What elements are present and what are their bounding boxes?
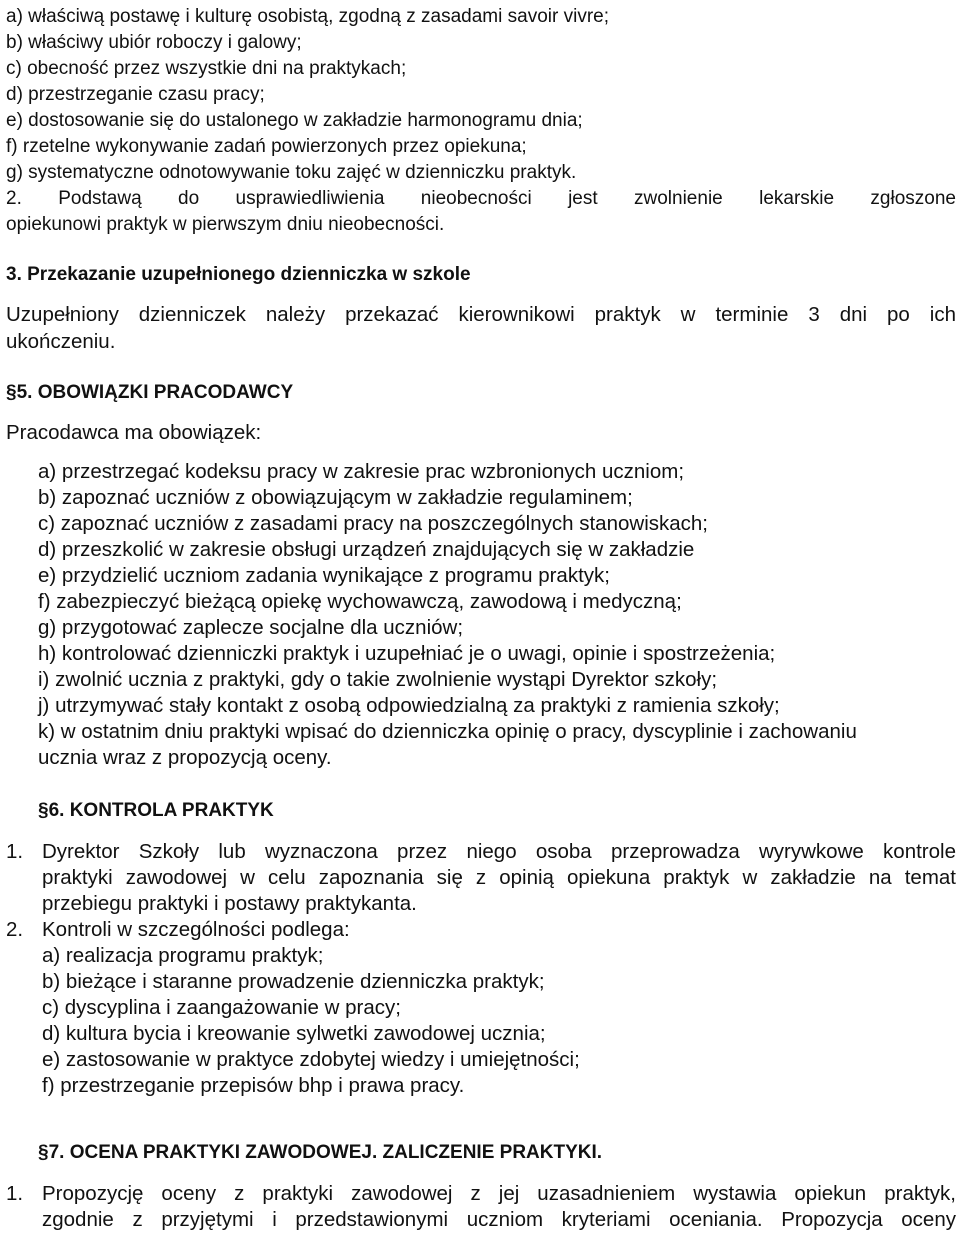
item-text: Propozycję oceny z praktyki zawodowej z jej uzasadnieniem wystawia opiekun praktyk, [42, 1182, 956, 1205]
section-heading-3: 3. Przekazanie uzupełnionego dzienniczka w szkole [6, 264, 471, 285]
list-item: e) zastosowanie w praktyce zdobytej wiedzy i umiejętności; [42, 1048, 580, 1071]
list-item: f) rzetelne wykonywanie zadań powierzonych przez opiekuna; [6, 136, 527, 157]
list-item: b) zapoznać uczniów z obowiązującym w zakładzie regulaminem; [38, 486, 633, 509]
item-text: praktyki zawodowej w celu zapoznania się z opinią opiekuna praktyk w zakładzie na temat [42, 866, 956, 889]
item-text: Dyrektor Szkoły lub wyznaczona przez niego osoba przeprowadza wyrywkowe kontrole [42, 840, 956, 863]
list-item: ucznia wraz z propozycją oceny. [38, 746, 332, 769]
list-item: c) zapoznać uczniów z zasadami pracy na poszczególnych stanowiskach; [38, 512, 708, 535]
list-item: d) przeszkolić w zakresie obsługi urządzeń znajdujących się w zakładzie [38, 538, 695, 561]
section-5-intro: Pracodawca ma obowiązek: [6, 421, 262, 444]
list-item: c) obecność przez wszystkie dni na praktykach; [6, 58, 407, 79]
list-item: f) przestrzeganie przepisów bhp i prawa pracy. [42, 1074, 465, 1097]
list-item: g) systematyczne odnotowywanie toku zajęć w dzienniczku praktyk. [6, 162, 577, 183]
list-item: k) w ostatnim dniu praktyki wpisać do dzienniczka opinię o pracy, dyscyplinie i zachowaniu [38, 720, 857, 743]
list-item: a) realizacja programu praktyk; [42, 944, 324, 967]
paragraph-3-cont: ukończeniu. [6, 330, 116, 353]
paragraph-point-2: 2. Podstawą do usprawiedliwienia nieobecności jest zwolnienie lekarskie zgłoszone [6, 188, 956, 209]
list-item: a) przestrzegać kodeksu pracy w zakresie prac wzbronionych uczniom; [38, 460, 685, 483]
list-item: a) właściwą postawę i kulturę osobistą, zgodną z zasadami savoir vivre; [6, 6, 609, 27]
item-number: 2. [6, 918, 24, 941]
list-item: e) przydzielić uczniom zadania wynikające z programu praktyk; [38, 564, 610, 587]
section-heading-6: §6. KONTROLA PRAKTYK [38, 800, 274, 821]
list-item: j) utrzymywać stały kontakt z osobą odpowiedzialną za praktyki z ramienia szkoły; [38, 694, 780, 717]
list-item: c) dyscyplina i zaangażowanie w pracy; [42, 996, 401, 1019]
list-item: f) zabezpieczyć bieżącą opiekę wychowawczą, zawodową i medyczną; [38, 590, 682, 613]
list-item: d) kultura bycia i kreowanie sylwetki zawodowej ucznia; [42, 1022, 546, 1045]
list-item: b) bieżące i staranne prowadzenie dzienniczka praktyk; [42, 970, 545, 993]
list-item: i) zwolnić ucznia z praktyki, gdy o takie zwolnienie wystąpi Dyrektor szkoły; [38, 668, 718, 691]
list-item: b) właściwy ubiór roboczy i galowy; [6, 32, 302, 53]
item-number: 1. [6, 840, 24, 863]
item-text: Kontroli w szczególności podlega: [42, 918, 350, 941]
list-item: e) dostosowanie się do ustalonego w zakładzie harmonogramu dnia; [6, 110, 583, 131]
item-text: zgodnie z przyjętymi i przedstawionymi uczniom kryteriami oceniania. Propozycja oceny [42, 1208, 956, 1231]
list-item: g) przygotować zaplecze socjalne dla uczniów; [38, 616, 464, 639]
item-number: 1. [6, 1182, 24, 1205]
section-heading-5: §5. OBOWIĄZKI PRACODAWCY [6, 382, 294, 403]
item-text: przebiegu praktyki i postawy praktykanta. [42, 892, 417, 915]
list-item: h) kontrolować dzienniczki praktyk i uzupełniać je o uwagi, opinie i spostrzeżenia; [38, 642, 776, 665]
list-item: d) przestrzeganie czasu pracy; [6, 84, 265, 105]
paragraph-3: Uzupełniony dzienniczek należy przekazać kierownikowi praktyk w terminie 3 dni po ich [6, 303, 956, 326]
section-heading-7: §7. OCENA PRAKTYKI ZAWODOWEJ. ZALICZENIE PRAKTYKI. [38, 1142, 603, 1163]
paragraph-point-2-cont: opiekunowi praktyk w pierwszym dniu nieobecności. [6, 214, 445, 235]
